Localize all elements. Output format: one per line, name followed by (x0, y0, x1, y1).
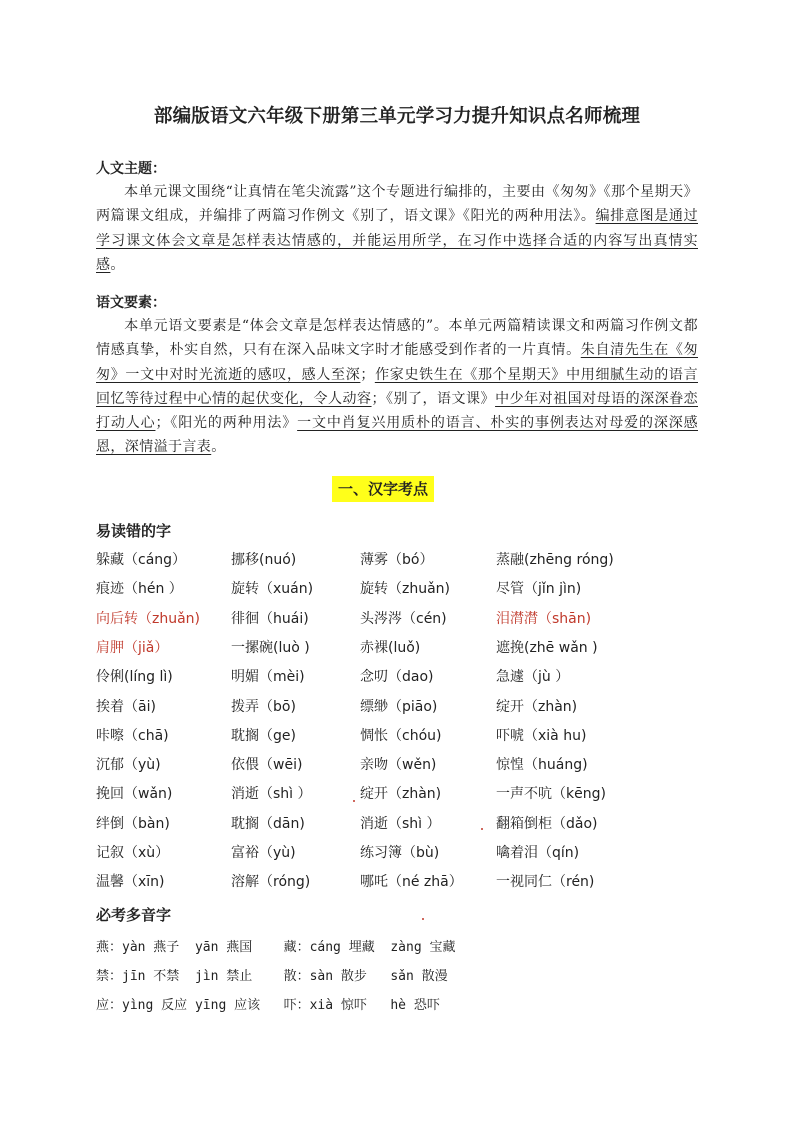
elements-label: 语文要素： (96, 295, 166, 311)
word-pinyin-item: 遮挽(zhē wǎn ) (496, 639, 598, 656)
elements-underline-3: 中少年对祖国对母语的深深眷恋打动人心 (96, 390, 698, 432)
word-pinyin-item: 伶俐(líng lì) (96, 669, 173, 686)
elements-text-1: 本单元语文要素是“体会文章是怎样表达情感的”。本单元两篇精读课文和两篇习作例文都情感真挚，朴实自然，只有在深入品味文字时才能感受到作者的一片真情。 (96, 318, 698, 359)
decorative-dot (481, 828, 483, 830)
word-pinyin-item: 咔嚓（chā) (96, 727, 169, 744)
word-pinyin-item: 沉郁（yù) (96, 757, 161, 774)
word-pinyin-item: 挨着（āi) (96, 698, 156, 715)
elements-sep-1: ； (360, 366, 375, 383)
theme-text-1: 本单元课文围绕“让真情在笔尖流露”这个专题进行编排的，主要由《匆匆》《那个星期天》两篇课文组成，并编排了两篇习作例文《别了，语文课》《阳光的两种用法》。 (96, 184, 698, 225)
word-pinyin-item: 亲吻（wěn) (360, 757, 437, 774)
word-pinyin-item: 温馨（xīn) (96, 874, 165, 891)
page-title: 部编版语文六年级下册第三单元学习力提升知识点名师梳理 (153, 106, 641, 127)
word-pinyin-item: 旋转（xuán) (231, 581, 314, 598)
elements-sep-3: ；《阳光的两种用法》 (155, 415, 298, 432)
word-pinyin-item: 消逝（shì ） (360, 815, 441, 832)
theme-paragraph (96, 180, 698, 277)
word-pinyin-item: 富裕（yù) (231, 845, 296, 861)
decorative-dot (422, 918, 424, 920)
word-pinyin-item: 向后转（zhuǎn) (96, 610, 201, 627)
elements-underline-1: 朱自清先生在《匆匆》一文中对时光流逝的感叹，感人至深 (96, 342, 698, 383)
decorative-dot (353, 800, 355, 802)
theme-text-underlined: 编排意图是通过学习课文体会文章是怎样表达情感的，并能运用所学，在习作中选择合适的内容写出真情实感 (96, 208, 698, 273)
polyphone-title: 必考多音字 (96, 906, 172, 924)
word-pinyin-item: 练习簿（bù) (360, 845, 440, 861)
word-pinyin-item: 绽开（zhàn) (360, 786, 442, 803)
word-pinyin-item: 明媚（mèi) (231, 669, 305, 686)
word-pinyin-item: 头涔涔（cén) (360, 610, 447, 627)
theme-text-end: 。 (110, 256, 125, 273)
word-pinyin-item: 肩胛（jiǎ） (96, 639, 169, 656)
word-pinyin-item: 吓唬（xià hu) (496, 727, 587, 744)
easy-misread-title: 易读错的字 (96, 522, 172, 540)
word-pinyin-item: 绽开（zhàn) (496, 698, 578, 715)
word-pinyin-item: 痕迹（hén ） (96, 581, 183, 598)
word-pinyin-item: 一摞碗(luò ) (231, 639, 310, 656)
word-pinyin-item: 耽搁（ge) (231, 727, 296, 744)
word-pinyin-item: 赤裸(luǒ) (360, 639, 421, 656)
word-pinyin-item: 念叨（dao) (360, 669, 434, 686)
elements-sep-2: ；《别了，语文课》 (371, 390, 496, 407)
elements-sep-4: 。 (211, 439, 226, 456)
word-pinyin-item: 蒸融(zhēng róng) (496, 552, 614, 568)
word-pinyin-item: 惊惶（huáng) (496, 757, 588, 774)
word-pinyin-item: 溶解（róng) (231, 874, 311, 891)
word-pinyin-item: 翻箱倒柜（dǎo) (496, 815, 598, 832)
word-pinyin-item: 耽搁（dān) (231, 815, 305, 832)
word-pinyin-item: 缥缈（piāo) (360, 698, 438, 715)
word-pinyin-item: 薄雾（bó） (360, 552, 434, 568)
word-pinyin-item: 消逝（shì ） (231, 786, 312, 803)
word-pinyin-item: 噙着泪（qín) (496, 845, 580, 861)
polyphone-row: 禁：jīn 不禁 jìn 禁止 散：sàn 散步 sǎn 散漫 (96, 969, 448, 984)
word-pinyin-item: 躲藏（cáng） (96, 552, 187, 568)
word-pinyin-item: 惆怅（chóu) (360, 727, 442, 744)
word-pinyin-item: 急遽（jù ） (496, 669, 570, 686)
word-pinyin-item: 绊倒（bàn) (96, 815, 170, 832)
word-pinyin-item: 徘徊（huái) (231, 610, 309, 627)
word-pinyin-item: 一声不吭（kēng) (496, 786, 606, 803)
polyphone-row: 燕：yàn 燕子 yān 燕国 藏：cáng 埋藏 zàng 宝藏 (96, 940, 456, 955)
elements-underline-2: 作家史铁生在《那个星期天》中用细腻生动的语言回忆等待过程中心情的起伏变化，令人动容 (96, 366, 698, 407)
word-pinyin-item: 记叙（xù） (96, 845, 170, 861)
section-heading-hanzi: 一、汉字考点 (332, 476, 434, 502)
elements-underline-4: 一文中肖复兴用质朴的语言、朴实的事例表达对母爱的深深感恩，深情溢于言表 (96, 415, 698, 456)
word-pinyin-item: 依偎（wēi) (231, 757, 303, 774)
theme-label: 人文主题： (96, 161, 166, 177)
word-pinyin-item: 挪移(nuó) (231, 552, 297, 568)
word-pinyin-item: 哪吒（né zhā） (360, 874, 463, 891)
word-pinyin-item: 尽管（jǐn jìn) (496, 581, 582, 598)
word-pinyin-item: 泪潸潸（shān) (496, 610, 592, 627)
word-pinyin-item: 拨弄（bō) (231, 698, 296, 715)
word-pinyin-item: 挽回（wǎn) (96, 786, 173, 803)
elements-paragraph (96, 314, 698, 460)
word-pinyin-item: 旋转（zhuǎn) (360, 581, 451, 598)
polyphone-row: 应：yìng 反应 yīng 应该 吓：xià 惊吓 hè 恐吓 (96, 998, 440, 1013)
word-pinyin-item: 一视同仁（rén) (496, 874, 595, 891)
